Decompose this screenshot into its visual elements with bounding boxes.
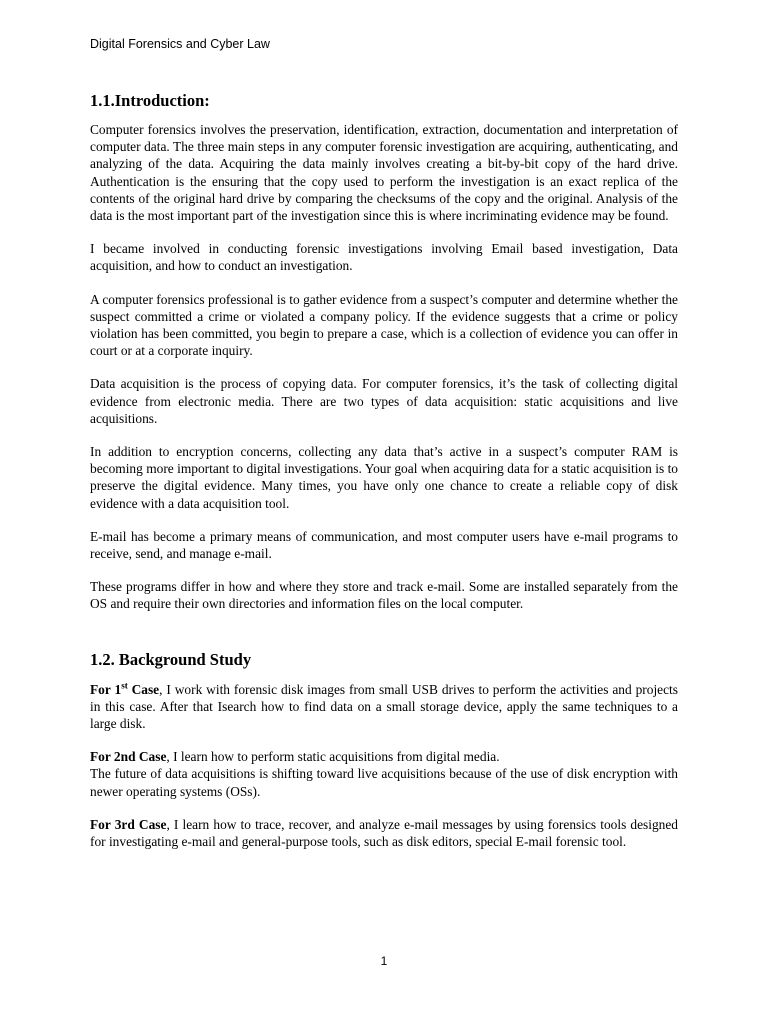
intro-paragraph-3: A computer forensics professional is to gather evidence from a suspect’s computer and determine whether the suspect committed a crime or violated a company policy. If the evidence suggests that a crime or policy violation has been committed, you begin to prepare a case, which is a collection of evidence you can offer in court or at a corporate inquiry. <box>90 291 678 359</box>
page-number: 1 <box>380 954 388 968</box>
running-header: Digital Forensics and Cyber Law <box>90 37 270 51</box>
section-heading-background-study: 1.2. Background Study <box>90 649 252 669</box>
intro-paragraph-1: Computer forensics involves the preservation, identification, extraction, documentation and interpretation of computer data. The three main steps in any computer forensic investigation are acquiring, authenticating, and analyzing of the data. Acquiring the data mainly involves creating a bit-by-bit copy of the hard drive. Authentication is the ensuring that the copy used to perform the investigation is an exact replica of the contents of the original hard drive by comparing the checksums of the copy and the original. Analysis of the data is the most important part of the investigation since this is where incriminating evidence may be found. <box>90 122 678 224</box>
intro-paragraph-4: Data acquisition is the process of copying data. For computer forensics, it’s the task of collecting digital evidence from electronic media. There are two types of data acquisition: static acquisitions and live acquisitions. <box>90 376 678 426</box>
section-heading-introduction: 1.1.Introduction: <box>90 91 210 110</box>
case-3-paragraph <box>90 816 678 850</box>
case-1-paragraph <box>90 681 678 733</box>
case-1-label: For 1st Case <box>90 680 160 697</box>
case-3-text: , I learn how to trace, recover, and analyze e-mail messages by using forensics tools designed for investigating e-mail and general-purpose tools, such as disk editors, special E-mail forensic tool. <box>90 816 678 850</box>
case-3-label: For 3rd Case <box>90 816 167 832</box>
case-2-text: , I learn how to perform static acquisitions from digital media. <box>166 749 500 765</box>
intro-paragraph-5: In addition to encryption concerns, collecting any data that’s active in a suspect’s computer RAM is becoming more important to digital investigations. Your goal when acquiring data for a static acquisition is to preserve the digital evidence. Many times, you have only one chance to create a reliable copy of disk evidence with a data acquisition tool. <box>90 444 678 511</box>
intro-paragraph-2: I became involved in conducting forensic investigations involving Email based investigation, Data acquisition, and how to conduct an investigation. <box>90 241 678 274</box>
case-2-paragraph <box>90 748 678 765</box>
case-2-label: For 2nd Case <box>90 749 167 765</box>
case-1-superscript: st <box>121 680 128 691</box>
case-1-text: , I work with forensic disk images from small USB drives to perform the activities and projects in this case. After that Isearch how to find data on a small storage device, apply the same techniques to a large disk. <box>90 681 678 732</box>
case-2-continuation: The future of data acquisitions is shifting toward live acquisitions because of the use of disk encryption with newer operating systems (OSs). <box>90 766 678 799</box>
page-body <box>90 90 678 850</box>
intro-paragraph-6: E-mail has become a primary means of communication, and most computer users have e-mail programs to receive, send, and manage e-mail. <box>90 528 678 562</box>
intro-paragraph-7: These programs differ in how and where they store and track e-mail. Some are installed separately from the OS and require their own directories and information files on the local computer. <box>90 579 678 612</box>
